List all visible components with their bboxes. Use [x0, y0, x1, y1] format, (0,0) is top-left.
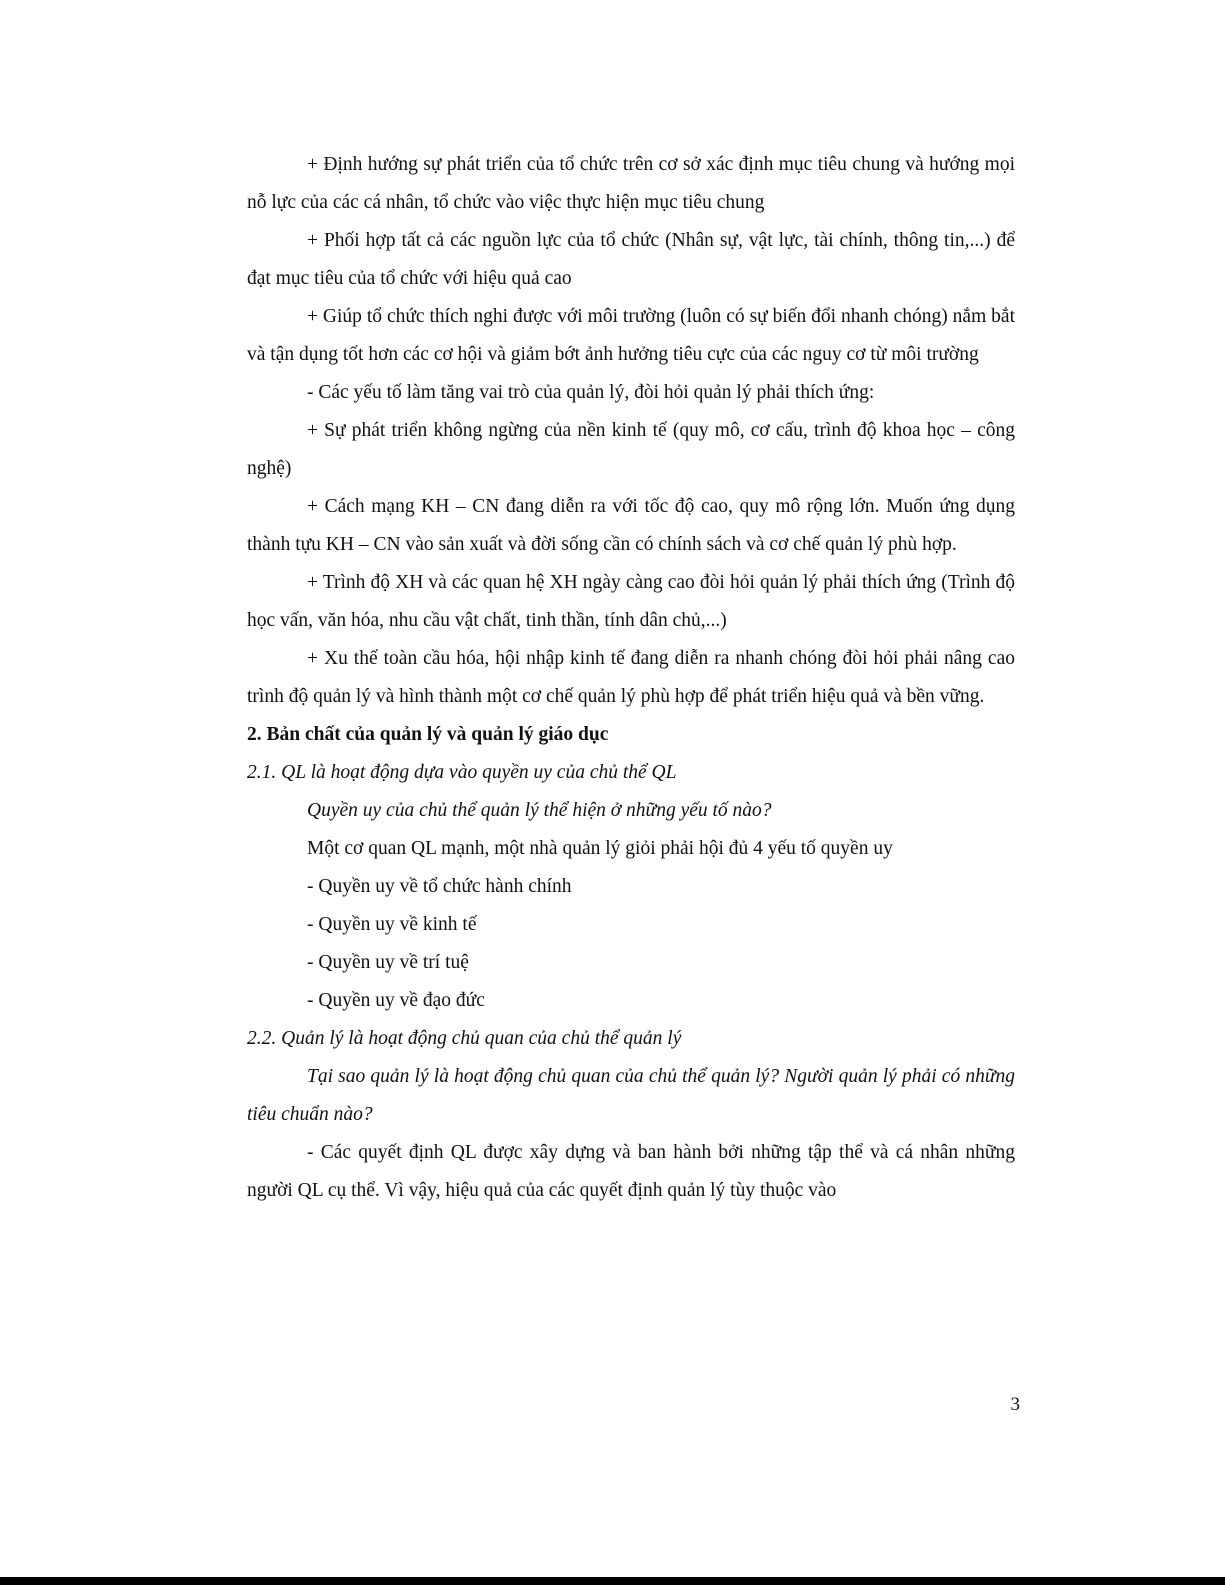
list-item: - Quyền uy về trí tuệ — [307, 952, 469, 973]
paragraph-cach-mang: + Cách mạng KH – CN đang diễn ra với tốc độ cao, quy mô rộng lớn. Muốn ứng dụng thành tựu KH – CN vào sản xuất và đời sống cần có chính sách và cơ chế quản lý phù hợp. — [247, 496, 1015, 555]
paragraph-dinh-huong: + Định hướng sự phát triển của tổ chức trên cơ sở xác định mục tiêu chung và hướng mọi nỗ lực của các cá nhân, tổ chức vào việc thực hiện mục tiêu chung — [247, 154, 1015, 213]
list-item: - Quyền uy về đạo đức — [307, 990, 485, 1011]
paragraph-kinh-te: + Sự phát triển không ngừng của nền kinh tế (quy mô, cơ cấu, trình độ khoa học – công nghệ) — [247, 420, 1015, 479]
paragraph-yeu-to: - Các yếu tố làm tăng vai trò của quản lý, đòi hỏi quản lý phải thích ứng: — [307, 382, 875, 403]
paragraph-phoi-hop: + Phối hợp tất cả các nguồn lực của tổ chức (Nhân sự, vật lực, tài chính, thông tin,...) để đạt mục tiêu của tổ chức với hiệu quả cao — [247, 230, 1015, 289]
subsection-2-question: Tại sao quản lý là hoạt động chủ quan của chủ thể quản lý? Người quản lý phải có những tiêu chuẩn nào? — [247, 1066, 1015, 1125]
subsection-2-paragraph: - Các quyết định QL được xây dựng và ban hành bởi những tập thể và cá nhân những người QL cụ thể. Vì vậy, hiệu quả của các quyết định quản lý tùy thuộc vào — [247, 1142, 1015, 1201]
page-content — [247, 146, 1015, 1210]
subsection-1-question: Quyền uy của chủ thể quản lý thể hiện ở những yếu tố nào? — [307, 800, 772, 821]
section-heading: 2. Bản chất của quản lý và quản lý giáo dục — [247, 724, 609, 745]
paragraph-trinh-do: + Trình độ XH và các quan hệ XH ngày càng cao đòi hỏi quản lý phải thích ứng (Trình độ học vấn, văn hóa, nhu cầu vật chất, tinh thần, tính dân chủ,...) — [247, 572, 1015, 631]
page-number: 3 — [1010, 1394, 1020, 1415]
paragraph-toan-cau-hoa: + Xu thế toàn cầu hóa, hội nhập kinh tế đang diễn ra nhanh chóng đòi hỏi phải nâng cao trình độ quản lý và hình thành một cơ chế quản lý phù hợp để phát triển hiệu quả và bền vững. — [247, 648, 1015, 707]
bottom-border — [0, 1577, 1225, 1585]
subsection-1-title: 2.1. QL là hoạt động dựa vào quyền uy của chủ thể QL — [247, 762, 677, 783]
paragraph-thich-nghi: + Giúp tổ chức thích nghi được với môi trường (luôn có sự biến đổi nhanh chóng) nắm bắt và tận dụng tốt hơn các cơ hội và giảm bớt ảnh hưởng tiêu cực của các nguy cơ từ môi trường — [247, 306, 1015, 365]
subsection-1-intro: Một cơ quan QL mạnh, một nhà quản lý giỏi phải hội đủ 4 yếu tố quyền uy — [307, 838, 893, 859]
list-item: - Quyền uy về tổ chức hành chính — [307, 876, 572, 897]
list-item: - Quyền uy về kinh tế — [307, 914, 477, 935]
subsection-2-title: 2.2. Quản lý là hoạt động chủ quan của chủ thể quản lý — [247, 1028, 682, 1049]
